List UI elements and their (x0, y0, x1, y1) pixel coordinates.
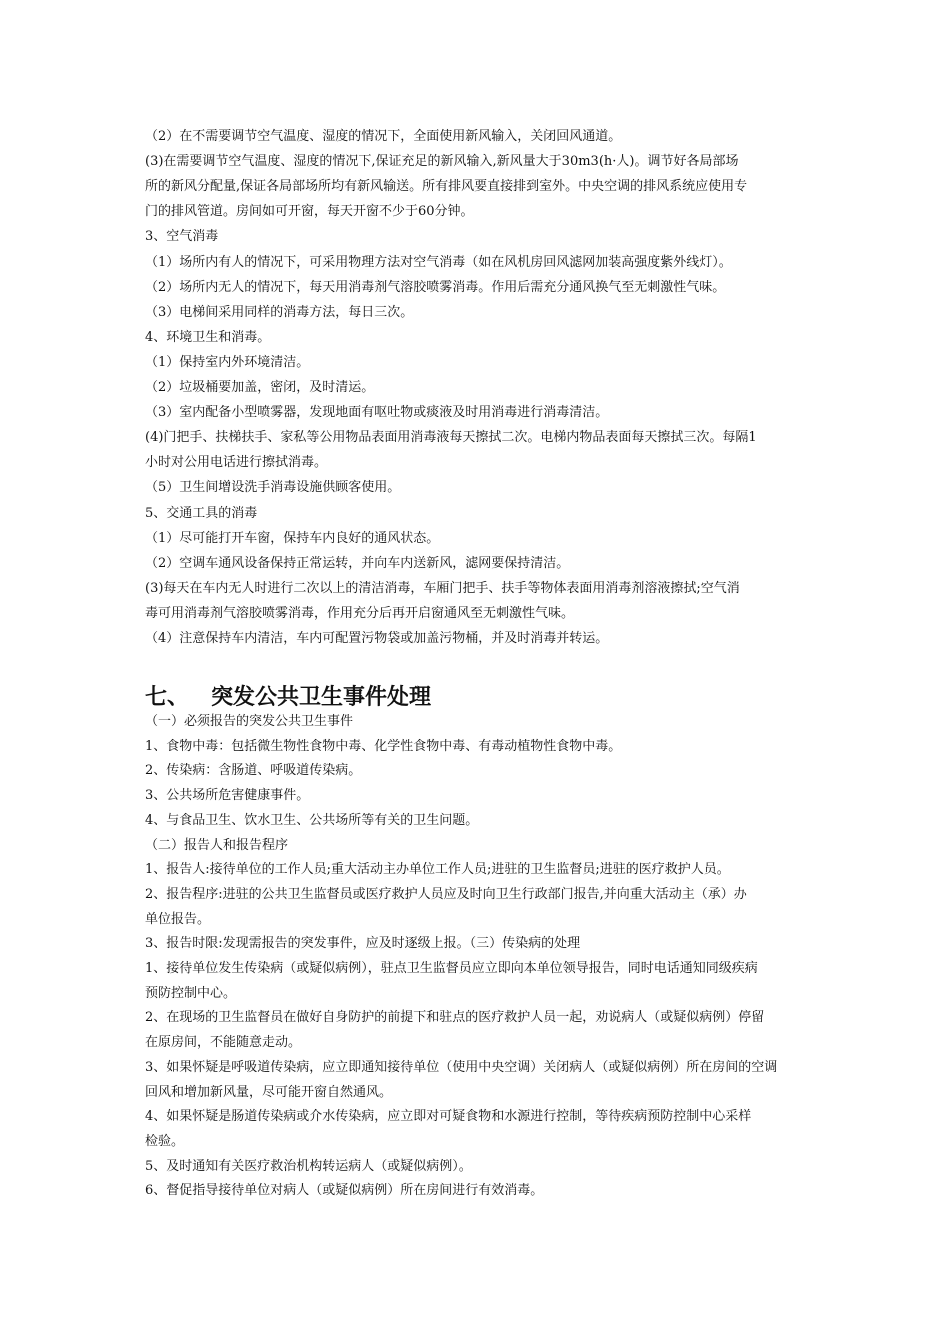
text-line: （3）电梯间采用同样的消毒方法，每日三次。 (145, 304, 414, 320)
section-heading-title: 突发公共卫生事件处理 (211, 685, 432, 710)
text-line: 毒可用消毒剂气溶胶喷雾消毒，作用充分后再开启窗通风至无刺激性气味。 (145, 605, 575, 621)
text-line: （3）室内配备小型喷雾器，发现地面有呕吐物或痰液及时用消毒进行消毒清洁。 (145, 405, 609, 421)
text-line: 小时对公用电话进行擦拭消毒。 (145, 455, 328, 471)
text-line: 1、接待单位发生传染病（或疑似病例），驻点卫生监督员应立即向本单位领导报告，同时电话通知同级疾病 (145, 961, 758, 976)
text-line: 2、传染病：含肠道、呼吸道传染病。 (145, 763, 362, 779)
text-line: 所的新风分配量,保证各局部场所均有新风输送。所有排风要直接排到室外。中央空调的排风系统应使用专 (145, 179, 748, 195)
text-line: （1）尽可能打开车窗，保持车内良好的通风状态。 (145, 530, 440, 546)
text-line: 1、食物中毒：包括微生物性食物中毒、化学性食物中毒、有毒动植物性食物中毒。 (145, 738, 622, 754)
section-heading (145, 683, 431, 713)
text-line: （2）空调车通风设备保持正常运转，并向车内送新风，滤网要保持清洁。 (145, 555, 570, 571)
text-line: 在原房间，不能随意走动。 (145, 1035, 302, 1051)
text-line: 检验。 (145, 1133, 185, 1149)
text-line: （2）垃圾桶要加盖，密闭，及时清运。 (145, 380, 375, 395)
text-line: 门的排风管道。房间如可开窗，每天开窗不少于60分钟。 (145, 204, 474, 220)
text-line: （1）场所内有人的情况下，可采用物理方法对空气消毒（如在风机房回风滤网加装高强度紫外线灯）。 (145, 254, 732, 270)
text-line: 回风和增加新风量，尽可能开窗自然通风。 (145, 1084, 393, 1100)
text-line: 3、报告时限:发现需报告的突发事件，应及时逐级上报。（三）传染病的处理 (145, 936, 581, 952)
text-line: (3)每天在车内无人时进行二次以上的清洁消毒，车厢门把手、扶手等物体表面用消毒剂溶液擦拭;空气消 (145, 580, 740, 596)
text-line: 3、空气消毒 (145, 229, 219, 245)
text-line: （二）报告人和报告程序 (145, 837, 289, 853)
text-line: 3、如果怀疑是呼吸道传染病，应立即通知接待单位（使用中央空调）关闭病人（或疑似病例）所在房间的空调 (145, 1059, 778, 1075)
text-line: 4、如果怀疑是肠道传染病或介水传染病，应立即对可疑食物和水源进行控制，等待疾病预防控制中心采样 (145, 1109, 752, 1125)
text-line: 2、在现场的卫生监督员在做好自身防护的前提下和驻点的医疗救护人员一起，劝说病人（或疑似病例）停留 (145, 1010, 765, 1026)
text-line: 5、及时通知有关医疗救治机构转运病人（或疑似病例）。 (145, 1158, 472, 1174)
text-line: 2、报告程序:进驻的公共卫生监督员或医疗救护人员应及时向卫生行政部门报告,并向重大活动主（承）办 (145, 886, 747, 902)
text-line: （2）场所内无人的情况下，每天用消毒剂气溶胶喷雾消毒。作用后需充分通风换气至无刺激性气味。 (145, 279, 726, 295)
text-line: （5）卫生间增设洗手消毒设施供顾客使用。 (145, 480, 401, 496)
text-line: 6、督促指导接待单位对病人（或疑似病例）所在房间进行有效消毒。 (145, 1183, 544, 1199)
section-heading-number: 七、 (145, 685, 190, 710)
text-line: (3)在需要调节空气温度、湿度的情况下,保证充足的新风输入,新风量大于30m3(h·人)。调节好各局部场 (145, 154, 739, 170)
text-line: （2）在不需要调节空气温度、湿度的情况下，全面使用新风输入，关闭回风通道。 (145, 129, 622, 144)
text-line: （一）必须报告的突发公共卫生事件 (145, 714, 354, 729)
text-line: 1、报告人:接待单位的工作人员;重大活动主办单位工作人员;进驻的卫生监督员;进驻的医疗救护人员。 (145, 862, 730, 878)
text-line: (4)门把手、扶梯扶手、家私等公用物品表面用消毒液每天擦拭二次。电梯内物品表面每天擦拭三次。每隔1 (145, 430, 757, 446)
text-line: 单位报告。 (145, 911, 211, 927)
text-line: （4）注意保持车内清洁，车内可配置污物袋或加盖污物桶，并及时消毒并转运。 (145, 631, 609, 646)
text-line: 预防控制中心。 (145, 985, 237, 1001)
text-line: 3、公共场所危害健康事件。 (145, 788, 310, 804)
text-line: 4、与食品卫生、饮水卫生、公共场所等有关的卫生问题。 (145, 812, 479, 828)
text-line: 4、环境卫生和消毒。 (145, 329, 271, 345)
text-line: 5、交通工具的消毒 (145, 505, 258, 521)
text-line: （1）保持室内外环境清洁。 (145, 354, 310, 370)
